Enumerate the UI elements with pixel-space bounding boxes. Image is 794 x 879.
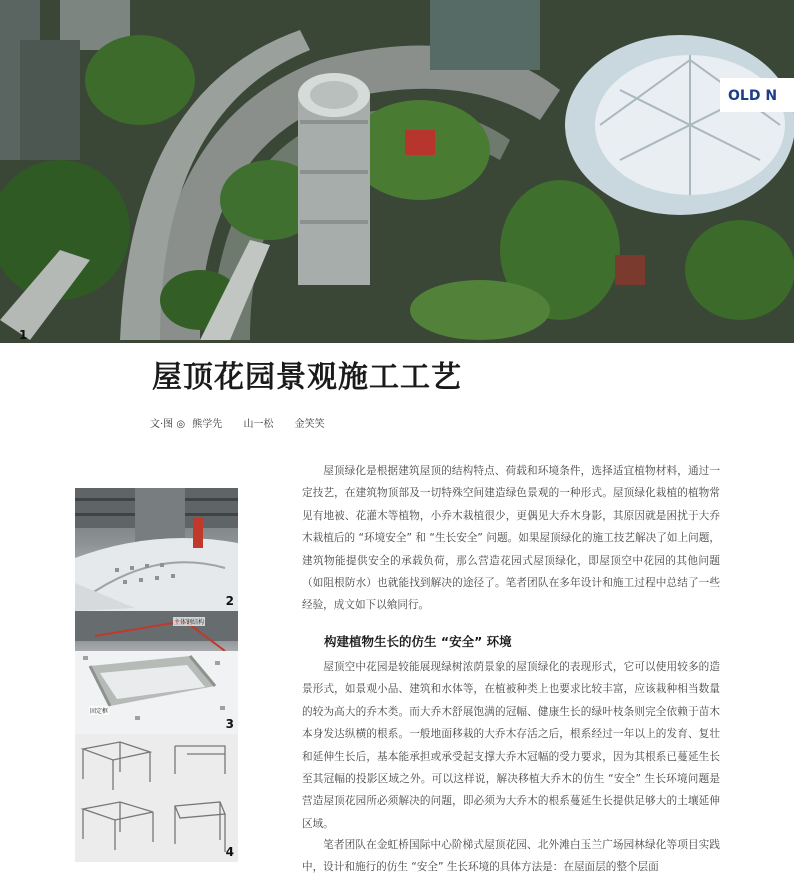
figure-2-photo: [75, 488, 238, 611]
author-name: 山一松: [243, 419, 274, 430]
hero-sign-text: OLD N: [728, 88, 778, 104]
figure-3-illustration: [75, 611, 238, 734]
body-paragraph: 笔者团队在金虹桥国际中心阶梯式屋顶花园、北外滩白玉兰广场园林绿化等项目实践中，设计和施行的仿生 “安全” 生长环境的具体方法是：在屋面层的整个层面: [302, 839, 720, 874]
byline: [150, 415, 329, 430]
figure-4-illustration: [75, 734, 238, 862]
body-paragraph: 屋顶空中花园是较能展现绿树浓荫景象的屋顶绿化的表现形式，它可以使用较多的造景形式，如景观小品、建筑和水体等，在植被种类上也要求比较丰富，应该栽种相当数量的较为高大的乔木类。而大乔木舒展饱满的冠幅、健康生长的绿叶枝条则完全依赖于苗木本身发达纵横的根系。一般地面移栽的大乔木存活之后，根系经过一年以上的发育、复壮和延伸生长后，基本能承担或承受起支撑大乔木冠幅的受力要求，因为其根系已蔓延生长至其冠幅的投影区域之外。可以这样说，解决移植大乔木的仿生 “安全” 生长环境问题是营造屋顶花园所必须解决的问题，即必须为大乔木的根系蔓延生长提供足够大的土壤延伸区域。: [302, 661, 720, 830]
hero-photo-illustration: [0, 0, 794, 343]
article-title: 屋顶花园景观施工工艺: [152, 360, 462, 395]
byline-prefix: 文·图 ◎: [150, 419, 186, 430]
figure-3-label-steel-structure: 主体钢结构: [174, 619, 205, 626]
figure-4-diagram: [75, 734, 238, 862]
figure-number-2: 2: [225, 594, 234, 608]
author-name: 熊学先: [192, 419, 223, 430]
figure-number-1: 1: [19, 328, 28, 342]
figure-number-4: 4: [225, 845, 234, 859]
figure-3-photo: [75, 611, 238, 734]
author-name: 金笑笑: [294, 419, 325, 430]
figure-2-illustration: [75, 488, 238, 611]
figure-3-label-fixed-frame: 固定框: [90, 708, 109, 715]
figure-number-3: 3: [225, 717, 234, 731]
section-heading: 构建植物生长的仿生 “安全” 环境: [324, 634, 512, 649]
hero-photo: [0, 0, 794, 343]
intro-paragraph: 屋顶绿化是根据建筑屋顶的结构特点、荷载和环境条件，选择适宜植物材料，通过一定技艺，在建筑物顶部及一切特殊空间建造绿色景观的一种形式。屋顶绿化栽植的植物常见有地被、花灌木等植物，小乔木栽植很少，更偶见大乔木身影，其原因就是困扰于大乔木栽植后的 “环境安全” 和 “生长安全” 问题。如果屋顶绿化的施工技艺解决了如上问题，建筑物能提供安全的承载负荷，那么营造花园式屋顶绿化，即屋顶空中花园的其他问题（如阻根防水）也就能找到解决的途径了。笔者团队在多年设计和施工过程中总结了一些经验，成文如下以飨同行。: [302, 465, 720, 612]
